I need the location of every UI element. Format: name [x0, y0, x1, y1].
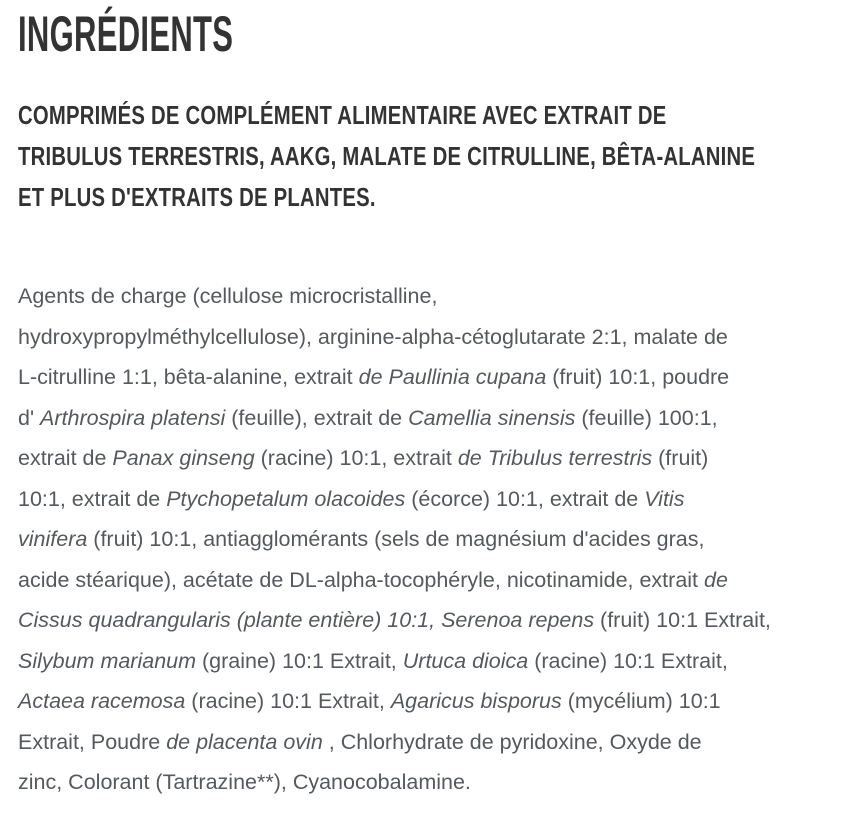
ingredient-text: (écorce) 10:1, extrait de	[405, 486, 645, 511]
ingredient-text: 10:1, extrait de	[18, 486, 167, 511]
ingredient-latin-name: Urtuca dioica	[402, 648, 529, 673]
ingredient-latin-name: Arthrospira platensi	[40, 405, 226, 430]
ingredient-text: (mycélium) 10:1	[561, 689, 721, 713]
section-subtitle	[18, 95, 756, 218]
ingredient-latin-name: de	[704, 567, 728, 592]
ingredients-line	[18, 641, 858, 682]
ingredient-text: (feuille) 100:1,	[575, 405, 718, 430]
ingredients-line	[18, 317, 858, 358]
ingredients-line	[18, 519, 858, 560]
subtitle-line: COMPRIMÉS DE COMPLÉMENT ALIMENTAIRE AVEC EXTRAIT DE	[18, 100, 667, 130]
ingredient-text: (feuille), extrait de	[225, 405, 409, 430]
subtitle-line: TRIBULUS TERRESTRIS, AAKG, MALATE DE CITRULLINE, BÊTA-ALANINE	[18, 141, 756, 171]
ingredient-latin-name: de Tribulus terrestris	[457, 446, 653, 470]
ingredients-line	[18, 600, 858, 641]
ingredient-text: (fruit) 10:1, poudre	[546, 365, 730, 389]
ingredient-latin-name: Silybum marianum	[18, 648, 197, 673]
page-title: INGRÉDIENTS	[18, 6, 234, 62]
ingredient-text: Agents de charge (cellulose microcristalline,	[18, 284, 438, 308]
ingredient-text: (racine) 10:1 Extrait,	[528, 648, 728, 673]
ingredient-latin-name: Ptychopetalum olacoides	[166, 486, 406, 511]
ingredients-line	[18, 762, 858, 803]
ingredient-text: (racine) 10:1 Extrait,	[185, 689, 391, 713]
ingredient-latin-name: Agaricus bisporus	[390, 689, 562, 713]
ingredient-text: zinc, Colorant (Tartrazine**), Cyanocobalamine.	[18, 770, 471, 794]
ingredients-line	[18, 560, 858, 601]
ingredients-line	[18, 357, 858, 398]
subtitle-line: ET PLUS D'EXTRAITS DE PLANTES.	[18, 182, 376, 212]
ingredient-latin-name: Camellia sinensis	[408, 405, 576, 430]
ingredient-text: L-citrulline 1:1, bêta-alanine, extrait	[18, 365, 359, 389]
ingredients-line	[18, 276, 858, 317]
ingredients-line	[18, 479, 858, 520]
ingredient-text: Extrait, Poudre	[18, 729, 167, 754]
ingredients-line	[18, 722, 858, 763]
ingredient-latin-name: Panax ginseng	[112, 446, 255, 470]
ingredients-paragraph	[18, 276, 858, 803]
ingredient-text: (fruit)	[652, 446, 709, 470]
ingredients-line	[18, 398, 858, 439]
ingredient-latin-name: Vitis	[644, 486, 685, 511]
ingredients-line	[18, 438, 858, 479]
ingredient-latin-name: de Paullinia cupana	[358, 365, 547, 389]
ingredient-text: (racine) 10:1, extrait	[254, 446, 458, 470]
ingredient-text: (fruit) 10:1 Extrait,	[594, 608, 771, 632]
ingredient-text: extrait de	[18, 446, 113, 470]
ingredient-latin-name: de placenta ovin	[166, 729, 323, 754]
ingredient-text: d'	[18, 405, 41, 430]
ingredient-latin-name: Cissus quadrangularis (plante entière) 10:1, Serenoa repens	[18, 608, 595, 632]
ingredient-text: acide stéarique), acétate de DL-alpha-tocophéryle, nicotinamide, extrait	[18, 567, 704, 592]
ingredient-text: hydroxypropylméthylcellulose), arginine-alpha-cétoglutarate 2:1, malate de	[18, 324, 728, 349]
ingredients-line	[18, 681, 858, 722]
ingredient-latin-name: Actaea racemosa	[18, 689, 186, 713]
ingredient-text: , Chlorhydrate de pyridoxine, Oxyde de	[322, 729, 702, 754]
ingredient-latin-name: vinifera	[18, 527, 88, 551]
ingredient-text: (fruit) 10:1, antiagglomérants (sels de magnésium d'acides gras,	[87, 527, 705, 551]
ingredient-text: (graine) 10:1 Extrait,	[196, 648, 403, 673]
